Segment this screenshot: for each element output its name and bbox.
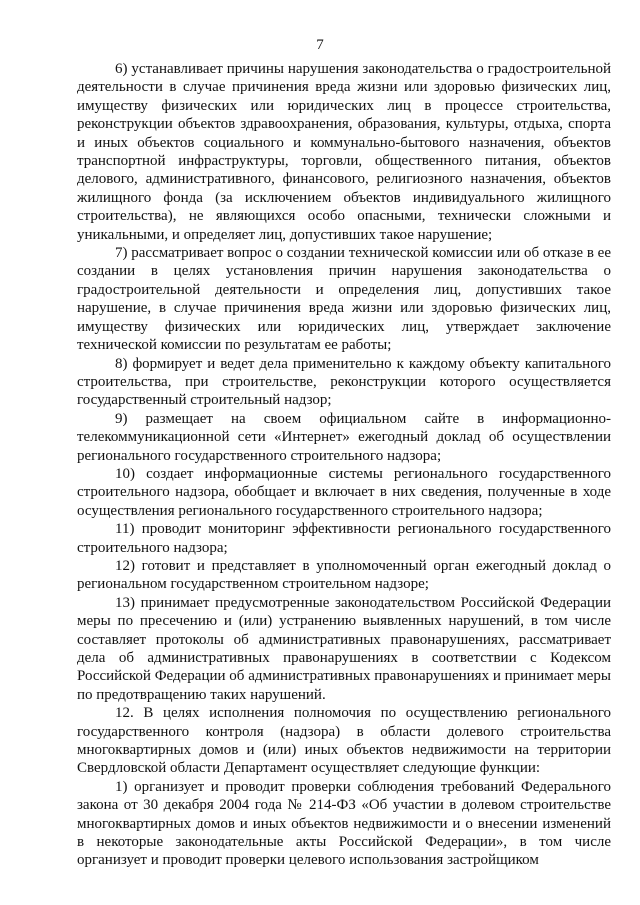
document-body <box>77 60 611 870</box>
paragraph-item-10: 10) создает информационные системы регионального государственного строительного надзора, обобщает и включает в них сведения, полученные в ходе осуществления регионального государственного строительного надзора; <box>77 465 611 519</box>
page-number: 7 <box>316 37 324 53</box>
paragraph-item-11: 11) проводит мониторинг эффективности регионального государственного строительного надзора; <box>77 521 611 556</box>
paragraph-item-9: 9) размещает на своем официальном сайте в информационно-телекоммуникационной сети «Интернет» ежегодный доклад об осуществлении регионального государственного строительного надзора; <box>77 410 611 464</box>
paragraph-item-12: 12) готовит и представляет в уполномоченный орган ежегодный доклад о региональном государственном строительном надзоре; <box>77 557 611 593</box>
paragraph-item-6: 6) устанавливает причины нарушения законодательства о градостроительной деятельности в случае причинения вреда жизни или здоровью физических лиц, имуществу физических или юридических лиц в процессе строительства, реконструкции объектов здравоохранения, образования, культуры, отдыха, спорта и иных объектов социального и коммунально-бытового назначения, объектов транспортной инфраструктуры, торговли, общественного питания, объектов делового, административного, финансового, религиозного назначения, объектов жилищного фонда (за исключением объектов индивидуального жилищного строительства), не являющихся особо опасными, технически сложными и уникальными, и определяет лиц, допустивших такое нарушение; <box>77 61 611 243</box>
paragraph-item-8: 8) формирует и ведет дела применительно к каждому объекту капитального строительства, при строительстве, реконструкции которого осуществляется государственный строительный надзор; <box>77 355 611 409</box>
paragraph-item-7: 7) рассматривает вопрос о создании технической комиссии или об отказе в ее создании в целях установления причин нарушения законодательства о градостроительной деятельности и определения лиц, допустивших такое нарушение, в случае причинения вреда жизни или здоровью физических лиц, имуществу физических или юридических лиц, утверждает заключение технической комиссии по результатам ее работы; <box>77 245 611 354</box>
paragraph-section-12: 12. В целях исполнения полномочия по осуществлению регионального государственного контроля (надзора) в области долевого строительства многоквартирных домов и (или) иных объектов недвижимости на территории Свердловской области Департамент осуществляет следующие функции: <box>77 705 611 777</box>
paragraph-section-12-item-1: 1) организует и проводит проверки соблюдения требований Федерального закона от 30 декабря 2004 года № 214-ФЗ «Об участии в долевом строительстве многоквартирных домов и иных объектов недвижимости и о внесении изменений в некоторые законодательные акты Российской Федерации», в том числе организует и проводит проверки целевого использования застройщиком <box>77 778 611 869</box>
paragraph-item-13: 13) принимает предусмотренные законодательством Российской Федерации меры по пресечению и (или) устранению выявленных нарушений, в том числе составляет протоколы об административных правонарушениях, рассматривает дела об административных правонарушениях в соответствии с Кодексом Российской Федерации об административных правонарушениях и принимает меры по предотвращению таких нарушений. <box>77 594 611 703</box>
